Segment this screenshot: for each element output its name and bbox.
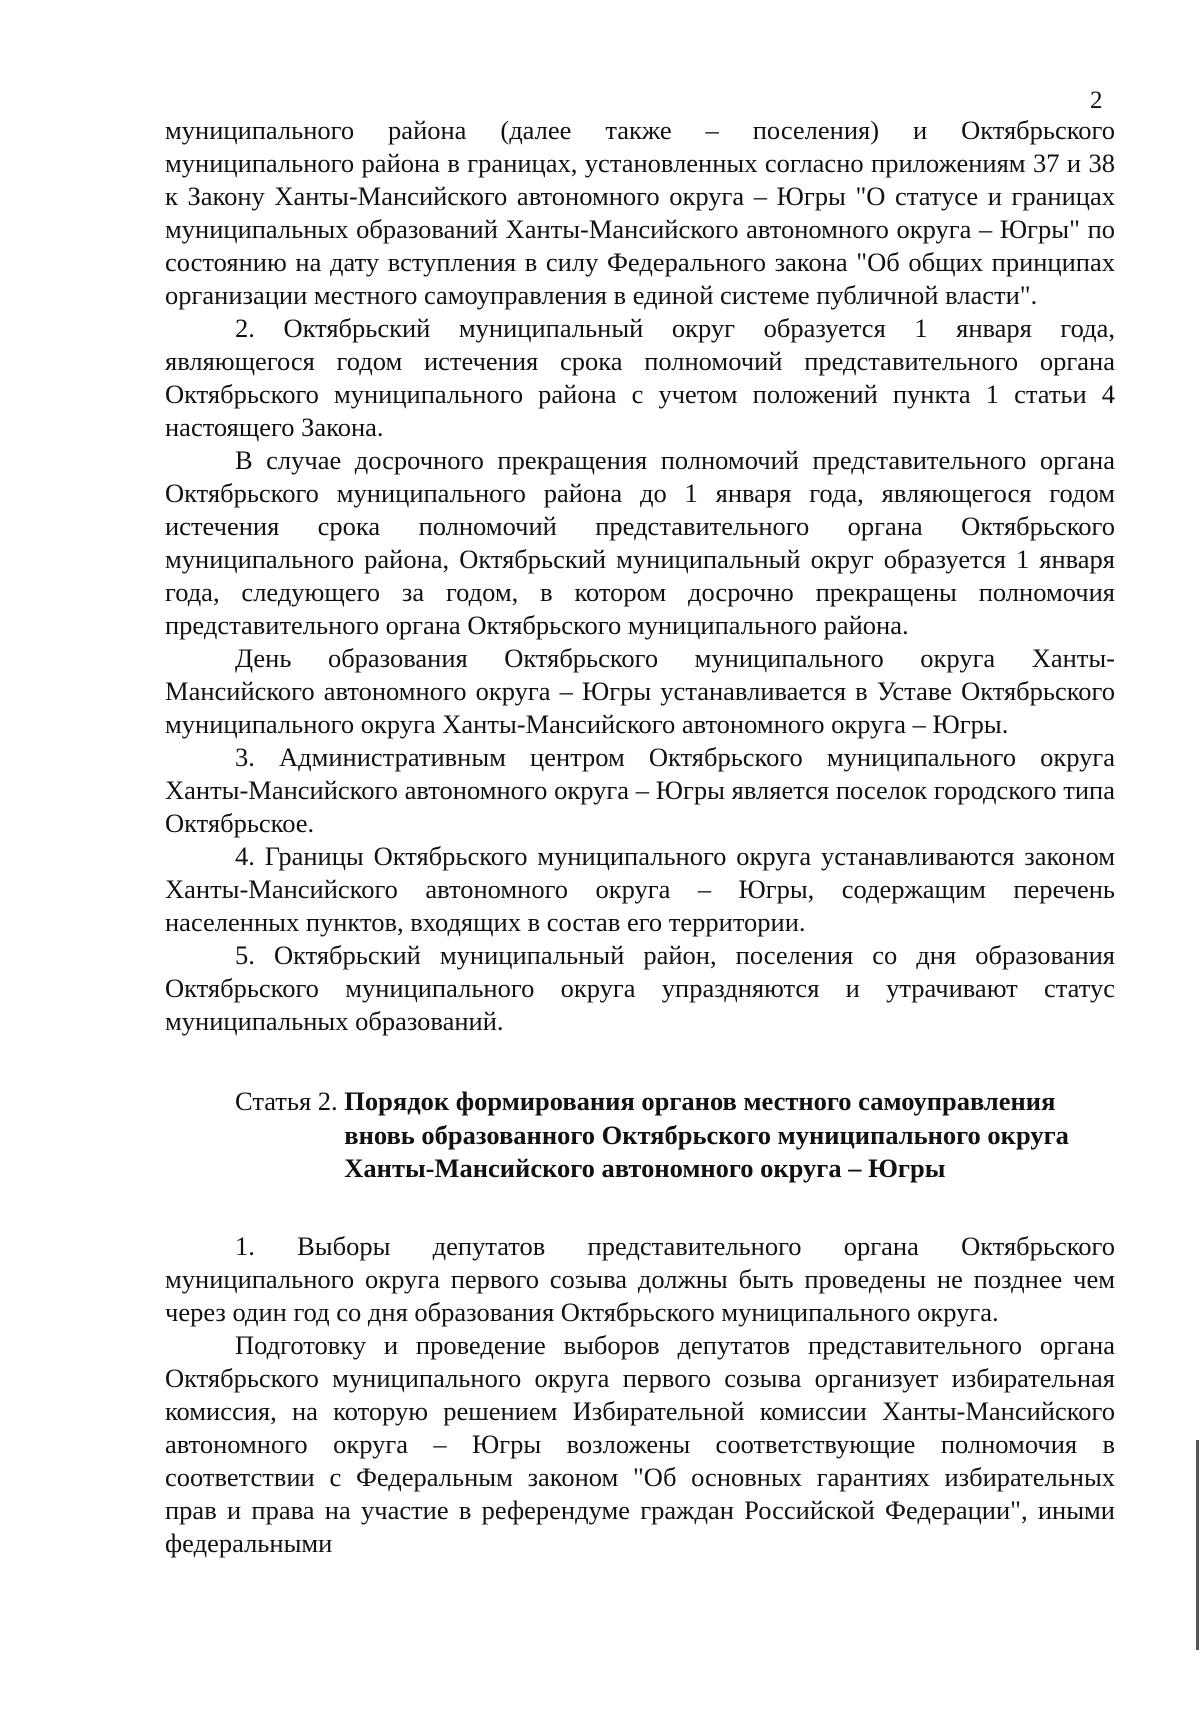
article-heading bbox=[235, 1085, 1115, 1186]
paragraph-early-termination: В случае досрочного прекращения полномочий представительного органа Октябрьского муниципального района до 1 января года, являющегося годом истечения срока полномочий представительного органа Октябрьского муниципального района, Октябрьский муниципальный округ образуется 1 января года, следующего за годом, в котором досрочно прекращены полномочия представительного органа Октябрьского муниципального района. bbox=[165, 445, 1115, 640]
article-label: Статья 2. bbox=[235, 1086, 345, 1116]
paragraph-continuation: муниципального района (далее также – поселения) и Октябрьского муниципального района в границах, установленных согласно приложениям 37 и 38 к Закону Ханты-Мансийского автономного округа – Югры "О статусе и границах муниципальных образований Ханты-Мансийского автономного округа – Югры" по состоянию на дату вступления в силу Федерального закона "Об общих принципах организации местного самоуправления в единой системе публичной власти". bbox=[165, 115, 1115, 310]
article-paragraph-item-1: 1. Выборы депутатов представительного органа Октябрьского муниципального округа первого созыва должны быть проведены не позднее чем через один год со дня образования Октябрьского муниципального округа. bbox=[165, 1230, 1115, 1327]
paragraph-item-5: 5. Октябрьский муниципальный район, поселения со дня образования Октябрьского муниципального округа упраздняются и утрачивают статус муниципальных образований. bbox=[165, 940, 1115, 1036]
document-body bbox=[165, 114, 1115, 1560]
paragraph-item-2: 2. Октябрьский муниципальный округ образуется 1 января года, являющегося годом истечения срока полномочий представительного органа Октябрьского муниципального района с учетом положений пункта 1 статьи 4 настоящего Закона. bbox=[165, 313, 1115, 442]
page-number: 2 bbox=[1090, 87, 1103, 114]
paragraph-formation-day: День образования Октябрьского муниципального округа Ханты-Мансийского автономного округа – Югры устанавливается в Уставе Октябрьского муниципального округа Ханты-Мансийского автономного округа – Югры. bbox=[165, 643, 1115, 739]
scan-edge-mark bbox=[1196, 1440, 1199, 1650]
article-title: Порядок формирования органов местного самоуправления вновь образованного Октябрьского муниципального округа Ханты-Мансийского автономного округа – Югры bbox=[344, 1086, 1069, 1183]
article-paragraph-elections: Подготовку и проведение выборов депутатов представительного органа Октябрьского муниципального округа первого созыва организует избирательная комиссия, на которую решением Избирательной комиссии Ханты-Мансийского автономного округа – Югры возложены соответствующие полномочия в соответствии с Федеральным законом "Об основных гарантиях избирательных прав и права на участие в референдуме граждан Российской Федерации", иными федеральными bbox=[165, 1329, 1115, 1558]
paragraph-item-4: 4. Границы Октябрьского муниципального округа устанавливаются законом Ханты-Мансийского автономного округа – Югры, содержащим перечень населенных пунктов, входящих в состав его территории. bbox=[165, 841, 1115, 937]
paragraph-item-3: 3. Административным центром Октябрьского муниципального округа Ханты-Мансийского автономного округа – Югры является поселок городского типа Октябрьское. bbox=[165, 742, 1115, 838]
